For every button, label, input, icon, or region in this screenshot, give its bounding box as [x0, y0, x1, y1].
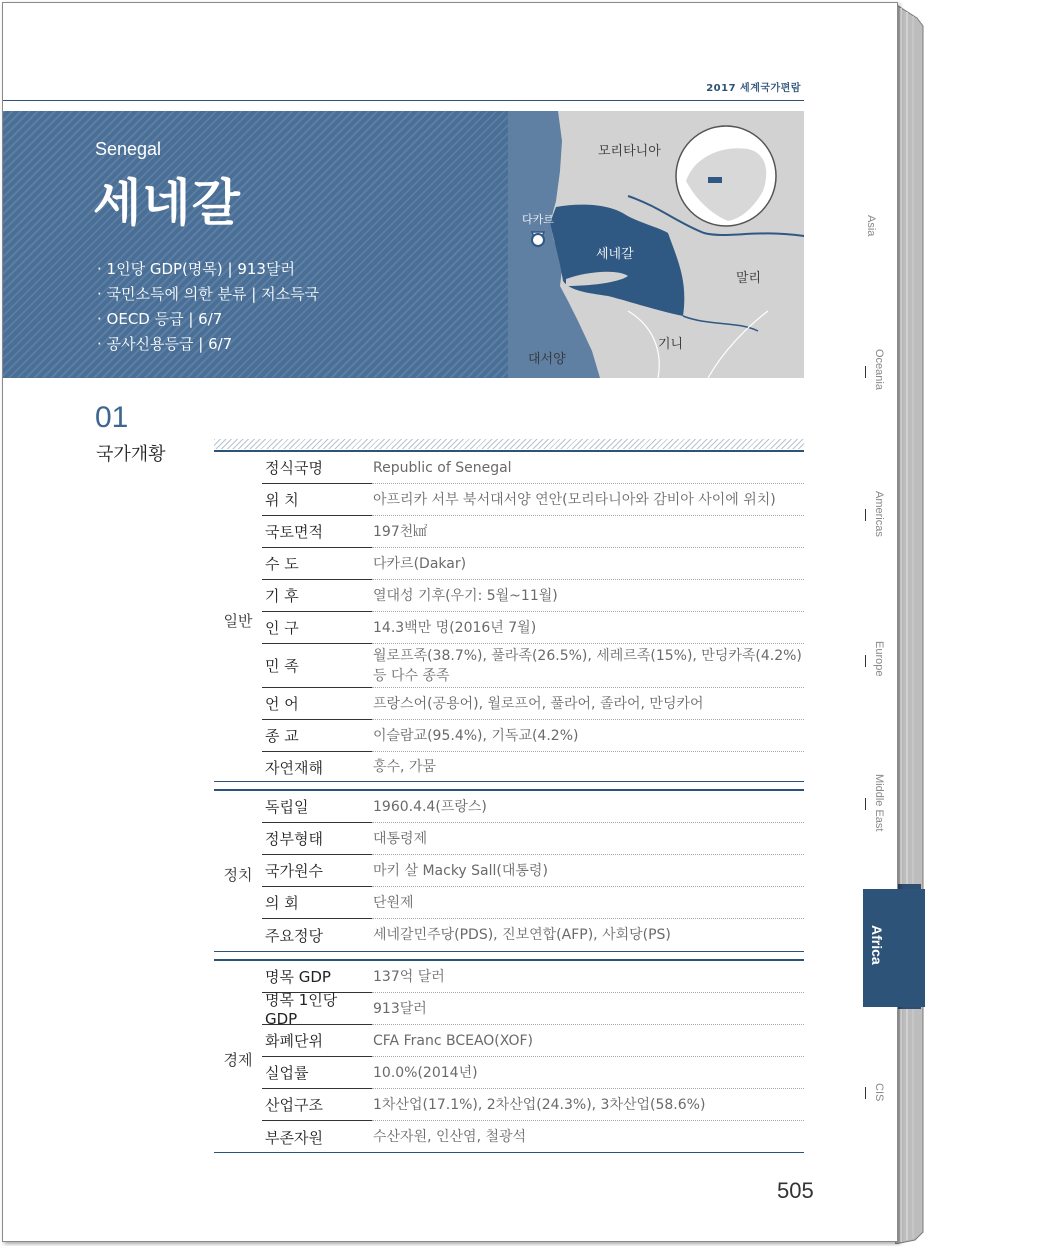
- row-key: 자연재해: [265, 758, 323, 777]
- row-key: 민 족: [262, 644, 372, 688]
- map-label-guinea: 기니: [658, 337, 684, 352]
- map-label-mauritania: 모리타니아: [598, 144, 661, 159]
- tab-label: Middle East: [873, 774, 885, 832]
- header-rule: [3, 100, 804, 101]
- table-row: [262, 1057, 804, 1089]
- tab-label: CIS: [873, 1083, 885, 1102]
- country-name-en: Senegal: [95, 139, 162, 159]
- row-value: 137억 달러: [372, 961, 804, 993]
- tab-marker: [865, 798, 866, 810]
- table-row: [262, 752, 804, 782]
- key-facts: [97, 257, 319, 357]
- row-key: 독립일: [262, 791, 372, 823]
- row-value: 10.0%(2014년): [372, 1057, 804, 1089]
- table-group-politics: [214, 789, 804, 952]
- tab-marker: [865, 509, 866, 521]
- row-value: 수산자원, 인산염, 철광석: [373, 1129, 527, 1145]
- table-row: [262, 548, 804, 580]
- book-page: [2, 2, 898, 1242]
- table-row: [262, 720, 804, 752]
- row-value: 세네갈민주당(PDS), 진보연합(AFP), 사회당(PS): [373, 927, 671, 943]
- row-key: 기 후: [262, 580, 372, 612]
- tab-cis[interactable]: [865, 1083, 895, 1101]
- table-row: [262, 644, 804, 688]
- map-label-dakar: 다카르: [522, 213, 554, 226]
- fact-credit-grade: · 공사신용등급 | 6/7: [97, 335, 233, 353]
- row-key: 수 도: [262, 548, 372, 580]
- book-page-edges: [895, 4, 931, 1244]
- tab-label: Europe: [873, 641, 885, 677]
- running-header: 2017 세계국가편람: [706, 83, 801, 94]
- row-key: 실업률: [262, 1057, 372, 1089]
- row-value: 아프리카 서부 북서대서양 연안(모리타니아와 감비아 사이에 위치): [372, 484, 804, 516]
- tab-marker: [865, 1087, 866, 1099]
- fact-income-class: · 국민소득에 의한 분류 | 저소득국: [97, 285, 320, 303]
- group-label-general: 일반: [223, 612, 253, 630]
- row-key: 국가원수: [262, 855, 372, 887]
- row-key: 인 구: [262, 612, 372, 644]
- tab-asia[interactable]: [865, 215, 895, 236]
- row-key: 국토면적: [262, 516, 372, 548]
- table-row: [262, 516, 804, 548]
- tab-oceania[interactable]: [865, 349, 895, 390]
- row-value: 197천㎢: [372, 516, 804, 548]
- country-name-ko: 세네갈: [93, 174, 241, 232]
- row-value: 마키 살 Macky Sall(대통령): [372, 855, 804, 887]
- table-row: [262, 452, 804, 484]
- row-value: CFA Franc BCEAO(XOF): [372, 1025, 804, 1057]
- tab-americas[interactable]: [865, 491, 895, 537]
- table-row: [262, 855, 804, 887]
- row-key: 주요정당: [265, 926, 323, 945]
- row-value: 이슬람교(95.4%), 기독교(4.2%): [372, 720, 804, 752]
- table-group-general: [214, 450, 804, 782]
- table-group-economy: [214, 959, 804, 1153]
- tab-label: Africa: [869, 925, 885, 965]
- row-value: 열대성 기후(우기: 5월~11월): [372, 580, 804, 612]
- fact-gdp-per-capita: · 1인당 GDP(명목) | 913달러: [97, 260, 295, 278]
- row-key: 부존자원: [265, 1128, 323, 1147]
- row-key: 정식국명: [262, 452, 372, 484]
- tab-label: Americas: [873, 491, 885, 537]
- table-row: [262, 1025, 804, 1057]
- section-hatch-bar: [214, 439, 804, 449]
- table-row: [262, 823, 804, 855]
- row-key: 종 교: [262, 720, 372, 752]
- group-label-economy: 경제: [223, 1051, 253, 1069]
- row-value: Republic of Senegal: [372, 452, 804, 484]
- table-row: [262, 887, 804, 919]
- row-value: 대통령제: [372, 823, 804, 855]
- section-number: 01: [95, 401, 129, 434]
- group-label-politics: 정치: [223, 866, 253, 884]
- table-row: [262, 991, 804, 1028]
- row-value: 1차산업(17.1%), 2차산업(24.3%), 3차산업(58.6%): [372, 1089, 804, 1121]
- table-row: [262, 612, 804, 644]
- tab-marker: [865, 366, 866, 378]
- table-row: [262, 1121, 804, 1153]
- table-row: [262, 791, 804, 823]
- row-value: 913달러: [372, 993, 804, 1025]
- fact-oecd-grade: · OECD 등급 | 6/7: [97, 310, 223, 328]
- row-key: 명목 GDP: [262, 961, 372, 993]
- section-title: 국가개황: [96, 444, 166, 465]
- row-value: 프랑스어(공용어), 월로프어, 풀라어, 졸라어, 만딩카어: [372, 688, 804, 720]
- table-row: [262, 484, 804, 516]
- table-row: [262, 919, 804, 951]
- row-value: 14.3백만 명(2016년 7월): [372, 612, 804, 644]
- row-key: 정부형태: [262, 823, 372, 855]
- page-number: 505: [777, 1178, 814, 1203]
- map-label-atlantic: 대서양: [528, 352, 566, 367]
- tab-africa[interactable]: [863, 889, 925, 1007]
- tab-middle-east[interactable]: [865, 774, 895, 831]
- row-key: 위 치: [262, 484, 372, 516]
- tab-marker: [865, 655, 866, 667]
- row-value: 다카르(Dakar): [372, 548, 804, 580]
- tab-europe[interactable]: [865, 641, 895, 676]
- row-value: 1960.4.4(프랑스): [372, 791, 804, 823]
- row-value: 월로프족(38.7%), 풀라족(26.5%), 세레르족(15%), 만딩카족(4.2%) 등 다수 종족: [372, 644, 804, 688]
- row-value: 홍수, 가뭄: [373, 759, 436, 775]
- table-row: [262, 1089, 804, 1121]
- table-row: [262, 688, 804, 720]
- tab-label: Asia: [865, 215, 877, 237]
- row-key: 의 회: [262, 887, 372, 919]
- table-row: [262, 580, 804, 612]
- tab-label: Oceania: [873, 349, 885, 390]
- country-banner: [3, 111, 508, 378]
- country-map: [508, 111, 804, 378]
- row-key: 산업구조: [262, 1089, 372, 1121]
- row-key: 언 어: [262, 688, 372, 720]
- row-key: 화폐단위: [262, 1025, 372, 1057]
- row-value: 단원제: [372, 887, 804, 919]
- row-key: 명목 1인당 GDP: [262, 993, 372, 1025]
- map-label-mali: 말리: [736, 271, 762, 286]
- map-label-senegal: 세네갈: [596, 247, 634, 262]
